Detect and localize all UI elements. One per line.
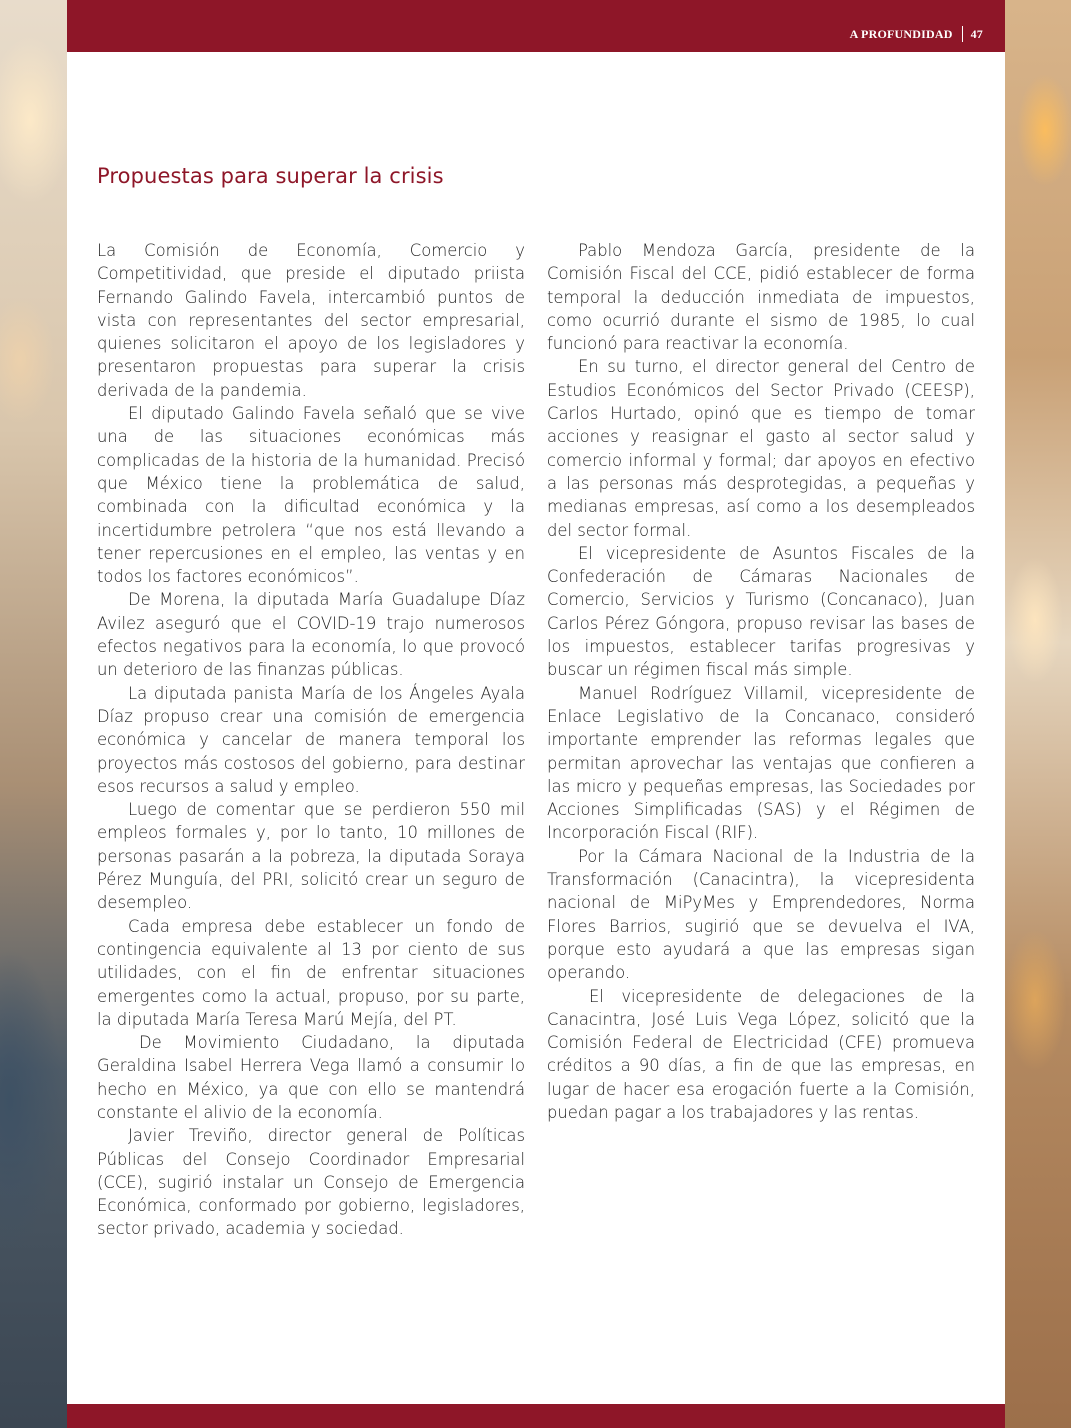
paragraph: Cada empresa debe establecer un fondo de contingencia equivalente al 13 por ciento de sus utilidades, con el fin de enfrentar situaciones emergentes como la actual, propuso, por su parte, la diputada María Teresa Marú Mejía, del PT. xyxy=(97,916,525,1029)
background-photo-right xyxy=(1005,0,1071,1428)
paragraph: El diputado Galindo Favela señaló que se vive una de las situaciones económicas más complicadas de la historia de la humanidad. Precisó que México tiene la problemática de salud, combinada con la dificultad económica y la incertidumbre petrolera “que nos está llevando a tener repercusiones en el empleo, las ventas y en todos los factores económicos”. xyxy=(97,404,525,587)
paragraph: En su turno, el director general del Centro de Estudios Económicos del Sector Privado (CEESP), Carlos Hurtado, opinó que es tiempo de tomar acciones y reasignar el gasto al sector salud y comercio informal y formal; dar apoyos en efectivo a las personas más desprotegidas, a pequeñas y medianas empresas, así como a los desempleados del sector formal. xyxy=(547,357,975,540)
background-photo-left xyxy=(0,0,68,1428)
paragraph: Luego de comentar que se perdieron 550 mil empleos formales y, por lo tanto, 10 millones de personas pasarán a la pobreza, la diputada Soraya Pérez Munguía, del PRI, solicitó crear un seguro de desempleo. xyxy=(97,800,525,913)
right-column xyxy=(547,239,975,1124)
paragraph: De Morena, la diputada María Guadalupe Díaz Avilez aseguró que el COVID-19 trajo numerosos efectos negativos para la economía, lo que provocó un deterioro de las finanzas públicas. xyxy=(97,590,525,680)
paragraph: La Comisión de Economía, Comercio y Competitividad, que preside el diputado priista Fernando Galindo Favela, intercambió puntos de vista con representantes del sector empresarial, quienes solicitaron el apoyo de los legisladores y presentaron propuestas para superar la crisis derivada de la pandemia. xyxy=(97,241,525,400)
paragraph: Manuel Rodríguez Villamil, vicepresidente de Enlace Legislativo de la Concanaco, consideró importante emprender las reformas legales que permitan aprovechar las ventajas que confieren a las micro y pequeñas empresas, las Sociedades por Acciones Simplificadas (SAS) y el Régimen de Incorporación Fiscal (RIF). xyxy=(547,683,975,843)
paragraph: Javier Treviño, director general de Políticas Públicas del Consejo Coordinador Empresarial (CCE), sugirió instalar un Consejo de Emergencia Económica, conformado por gobierno, legisladores, sector privado, academia y sociedad. xyxy=(97,1126,525,1239)
section-label: A PROFUNDIDAD xyxy=(849,26,953,41)
page-number: 47 xyxy=(970,26,983,41)
article-title: Propuestas para superar la crisis xyxy=(97,164,444,188)
header-divider xyxy=(962,26,963,42)
paragraph: El vicepresidente de Asuntos Fiscales de la Confederación de Cámaras Nacionales de Comercio, Servicios y Turismo (Concanaco), Juan Carlos Pérez Góngora, propuso revisar las bases de los impuestos, establecer tarifas progresivas y buscar un régimen fiscal más simple. xyxy=(547,543,975,680)
left-column xyxy=(97,239,525,1241)
running-head xyxy=(850,26,1005,42)
footer-bar xyxy=(67,1404,1005,1428)
header-bar xyxy=(67,0,1005,52)
paragraph: Pablo Mendoza García, presidente de la Comisión Fiscal del CCE, pidió establecer de forma temporal la deducción inmediata de impuestos, como ocurrió durante el sismo de 1985, lo cual funcionó para reactivar la economía. xyxy=(547,241,975,354)
magazine-page xyxy=(67,0,1005,1428)
paragraph: De Movimiento Ciudadano, la diputada Geraldina Isabel Herrera Vega llamó a consumir lo hecho en México, ya que con ello se mantendrá constante el alivio de la economía. xyxy=(97,1033,525,1122)
paragraph: El vicepresidente de delegaciones de la Canacintra, José Luis Vega López, solicitó que la Comisión Federal de Electricidad (CFE) promueva créditos a 90 días, a fin de que las empresas, en lugar de hacer esa erogación fuerte a la Comisión, puedan pagar a los trabajadores y las rentas. xyxy=(547,986,975,1122)
paragraph: Por la Cámara Nacional de la Industria de la Transformación (Canacintra), la vicepresidenta nacional de MiPyMes y Emprendedores, Norma Flores Barrios, sugirió que se devuelva el IVA, porque esto ayudará a que las empresas sigan operando. xyxy=(547,846,975,983)
paragraph: La diputada panista María de los Ángeles Ayala Díaz propuso crear una comisión de emergencia económica y cancelar de manera temporal los proyectos más costosos del gobierno, para destinar esos recursos a salud y empleo. xyxy=(97,683,525,796)
